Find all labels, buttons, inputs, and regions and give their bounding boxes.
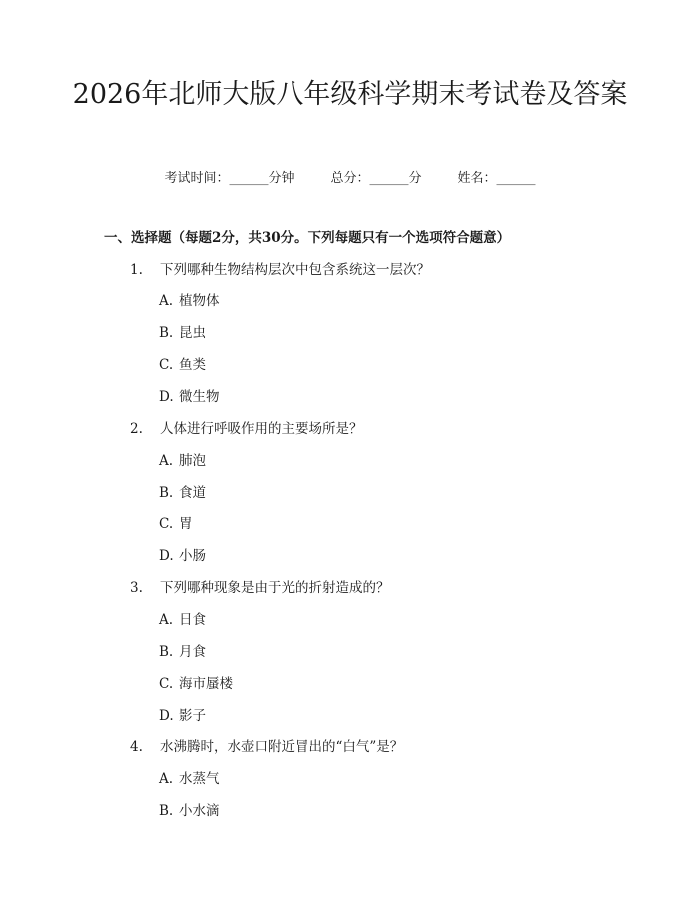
question-1 <box>130 261 430 279</box>
option-text: 日食 <box>179 612 206 628</box>
question-text: 人体进行呼吸作用的主要场所是？ <box>160 421 363 437</box>
option-letter: A. <box>159 612 174 628</box>
option-text: 植物体 <box>179 293 220 309</box>
total-score-label: 总分：______分 <box>330 171 422 186</box>
exam-meta <box>0 170 700 188</box>
option-letter: A. <box>159 771 174 787</box>
question-3-option-c <box>159 675 233 693</box>
option-letter: C. <box>159 357 174 373</box>
question-4-option-b <box>159 802 220 820</box>
question-3-option-a <box>159 611 206 629</box>
question-1-option-a <box>159 292 220 310</box>
question-2-option-b <box>159 484 206 502</box>
option-text: 小肠 <box>179 548 206 564</box>
question-2-option-d <box>159 547 206 565</box>
question-4 <box>130 738 403 756</box>
option-letter: D. <box>159 389 174 405</box>
option-text: 影子 <box>179 708 206 724</box>
option-text: 胃 <box>179 516 193 532</box>
question-number: 1. <box>130 262 143 278</box>
option-letter: D. <box>159 708 174 724</box>
question-number: 4. <box>130 739 143 755</box>
option-letter: B. <box>159 803 174 819</box>
option-text: 小水滴 <box>179 803 220 819</box>
option-letter: A. <box>159 293 174 309</box>
option-letter: B. <box>159 485 174 501</box>
question-number: 3. <box>130 580 143 596</box>
question-text: 水沸腾时，水壶口附近冒出的“白气”是？ <box>160 739 404 755</box>
option-letter: B. <box>159 644 174 660</box>
question-2-option-a <box>159 452 206 470</box>
question-4-option-a <box>159 770 220 788</box>
question-2-option-c <box>159 515 193 533</box>
page-title: 2026年北师大版八年级科学期末考试卷及答案 <box>72 79 628 110</box>
option-text: 食道 <box>179 485 206 501</box>
student-name-label: 姓名：______ <box>457 171 536 186</box>
option-text: 水蒸气 <box>179 771 220 787</box>
option-text: 微生物 <box>179 389 220 405</box>
option-text: 昆虫 <box>179 325 206 341</box>
question-1-option-d <box>159 388 220 406</box>
question-1-option-b <box>159 324 206 342</box>
option-letter: A. <box>159 453 174 469</box>
question-number: 2. <box>130 421 143 437</box>
question-text: 下列哪种现象是由于光的折射造成的？ <box>160 580 390 596</box>
option-text: 海市蜃楼 <box>179 676 233 692</box>
option-letter: C. <box>159 676 174 692</box>
question-3-option-b <box>159 643 206 661</box>
question-3-option-d <box>159 707 206 725</box>
section-heading: 一、选择题（每题2分，共30分。下列每题只有一个选项符合题意） <box>104 230 511 246</box>
option-text: 月食 <box>179 644 206 660</box>
option-text: 鱼类 <box>179 357 206 373</box>
option-letter: B. <box>159 325 174 341</box>
question-text: 下列哪种生物结构层次中包含系统这一层次？ <box>160 262 430 278</box>
question-3 <box>130 579 390 597</box>
option-letter: D. <box>159 548 174 564</box>
question-1-option-c <box>159 356 206 374</box>
question-2 <box>130 420 363 438</box>
option-letter: C. <box>159 516 174 532</box>
option-text: 肺泡 <box>179 453 206 469</box>
exam-time-label: 考试时间：______分钟 <box>164 171 295 186</box>
